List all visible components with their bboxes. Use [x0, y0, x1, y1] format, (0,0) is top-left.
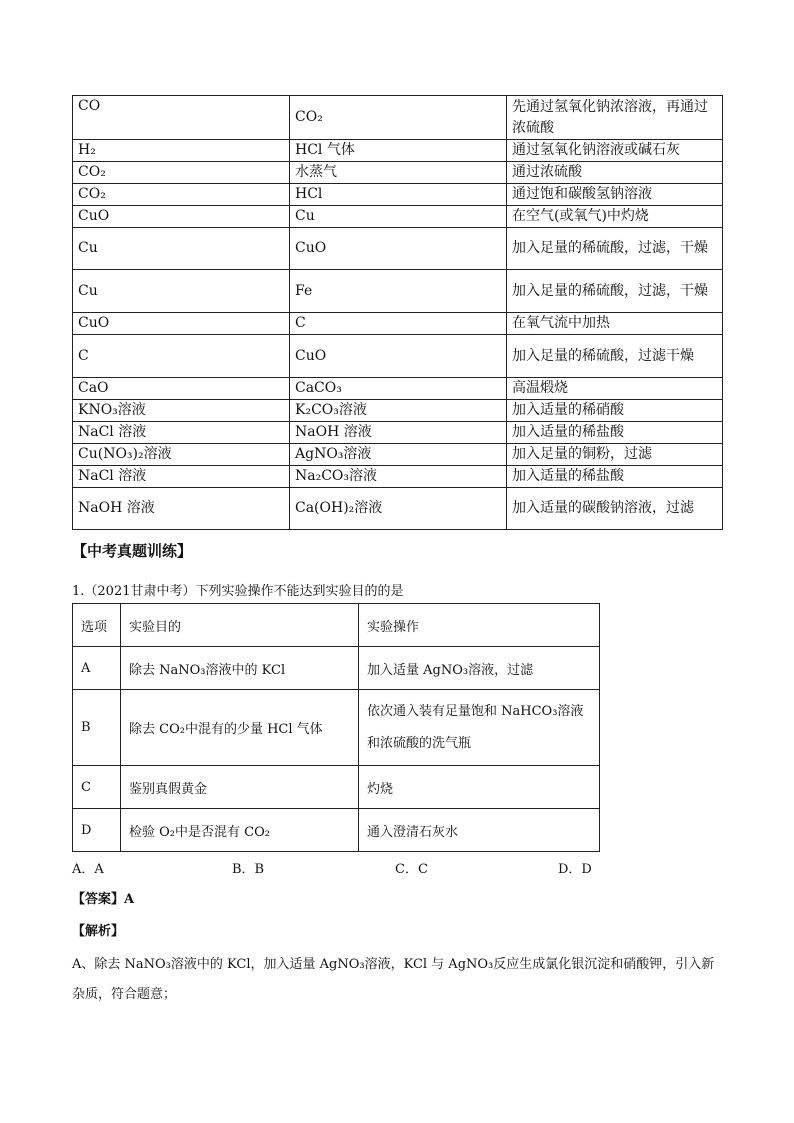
choice-b[interactable]: B．B [232, 862, 265, 877]
table-row [73, 400, 723, 422]
substance-cell: Cu [73, 228, 290, 270]
method-cell: 在氧气流中加热 [507, 313, 723, 335]
impurity-cell: CaCO₃ [290, 378, 507, 400]
choice-a[interactable]: A．A [72, 862, 104, 877]
impurity-cell: HCl 气体 [290, 140, 507, 162]
table-row [73, 184, 723, 206]
substance-cell: H₂ [73, 140, 290, 162]
impurity-cell: NaOH 溶液 [290, 422, 507, 444]
table-row [73, 466, 723, 488]
method-cell: 先通过氢氧化钠浓溶液，再通过浓硫酸 [507, 96, 723, 140]
substance-cell: C [73, 335, 290, 378]
impurity-removal-table [72, 95, 723, 530]
table-row [73, 206, 723, 228]
option-letter: D [73, 809, 121, 852]
choice-d[interactable]: D．D [558, 862, 592, 877]
method-cell: 加入足量的稀硫酸，过滤，干燥 [507, 270, 723, 313]
method-cell: 通过饱和碳酸氢钠溶液 [507, 184, 723, 206]
operation-cell: 加入适量 AgNO₃溶液，过滤 [359, 647, 600, 690]
option-letter: C [73, 766, 121, 809]
substance-cell: CO₂ [73, 162, 290, 184]
header-operation: 实验操作 [359, 604, 600, 647]
method-cell: 加入适量的稀盐酸 [507, 466, 723, 488]
substance-cell: NaCl 溶液 [73, 422, 290, 444]
option-letter: A [73, 647, 121, 690]
substance-cell: CaO [73, 378, 290, 400]
goal-cell: 鉴别真假黄金 [121, 766, 359, 809]
substance-cell: Cu(NO₃)₂溶液 [73, 444, 290, 466]
table-row [73, 444, 723, 466]
impurity-cell: Na₂CO₃溶液 [290, 466, 507, 488]
analysis-label: 【解析】 [72, 924, 125, 939]
substance-cell: KNO₃溶液 [73, 400, 290, 422]
substance-cell: Cu [73, 270, 290, 313]
table-row [73, 647, 600, 690]
table-row [73, 228, 723, 270]
substance-cell: CO [73, 96, 290, 140]
table-row [73, 809, 600, 852]
operation-cell: 依次通入装有足量饱和 NaHCO₃溶液和浓硫酸的洗气瓶 [359, 690, 600, 766]
method-cell: 通过浓硫酸 [507, 162, 723, 184]
table-row [73, 422, 723, 444]
table-row [73, 162, 723, 184]
impurity-cell: C [290, 313, 507, 335]
impurity-cell: CuO [290, 335, 507, 378]
choice-c[interactable]: C．C [395, 862, 428, 877]
method-cell: 加入适量的稀硝酸 [507, 400, 723, 422]
impurity-cell: CuO [290, 228, 507, 270]
substance-cell: NaOH 溶液 [73, 488, 290, 530]
table-row [73, 96, 723, 140]
method-cell: 加入适量的碳酸钠溶液，过滤 [507, 488, 723, 530]
goal-cell: 除去 CO₂中混有的少量 HCl 气体 [121, 690, 359, 766]
method-cell: 高温煅烧 [507, 378, 723, 400]
impurity-cell: CO₂ [290, 96, 507, 140]
explanation-text: A、除去 NaNO₃溶液中的 KCl，加入适量 AgNO₃溶液，KCl 与 AgNO₃反应生成氯化银沉淀和硝酸钾，引入新杂质，符合题意； [72, 957, 715, 1002]
method-cell: 加入足量的稀硫酸，过滤，干燥 [507, 228, 723, 270]
impurity-cell: HCl [290, 184, 507, 206]
method-cell: 通过氢氧化钠溶液或碱石灰 [507, 140, 723, 162]
section-title: 【中考真题训练】 [72, 542, 193, 560]
impurity-cell: Cu [290, 206, 507, 228]
table-row [73, 270, 723, 313]
substance-cell: CO₂ [73, 184, 290, 206]
table-row [73, 766, 600, 809]
substance-cell: CuO [73, 206, 290, 228]
substance-cell: NaCl 溶液 [73, 466, 290, 488]
table-row [73, 488, 723, 530]
substance-cell: CuO [73, 313, 290, 335]
method-cell: 在空气(或氧气)中灼烧 [507, 206, 723, 228]
question-table [72, 603, 600, 852]
impurity-cell: Ca(OH)₂溶液 [290, 488, 507, 530]
impurity-cell: Fe [290, 270, 507, 313]
goal-cell: 检验 O₂中是否混有 CO₂ [121, 809, 359, 852]
table-row [73, 378, 723, 400]
table-row [73, 690, 600, 766]
impurity-cell: K₂CO₃溶液 [290, 400, 507, 422]
impurity-cell: AgNO₃溶液 [290, 444, 507, 466]
table-row [73, 313, 723, 335]
header-goal: 实验目的 [121, 604, 359, 647]
header-option: 选项 [73, 604, 121, 647]
method-cell: 加入足量的铜粉，过滤 [507, 444, 723, 466]
question-stem: 1.（2021甘肃中考）下列实验操作不能达到实验目的的是 [72, 584, 404, 599]
method-cell: 加入足量的稀硫酸，过滤干燥 [507, 335, 723, 378]
operation-cell: 通入澄清石灰水 [359, 809, 600, 852]
goal-cell: 除去 NaNO₃溶液中的 KCl [121, 647, 359, 690]
impurity-cell: 水蒸气 [290, 162, 507, 184]
answer-line: 【答案】A [72, 892, 135, 907]
operation-cell: 灼烧 [359, 766, 600, 809]
option-letter: B [73, 690, 121, 766]
table-row [73, 140, 723, 162]
table-header-row [73, 604, 600, 647]
method-cell: 加入适量的稀盐酸 [507, 422, 723, 444]
table-row [73, 335, 723, 378]
